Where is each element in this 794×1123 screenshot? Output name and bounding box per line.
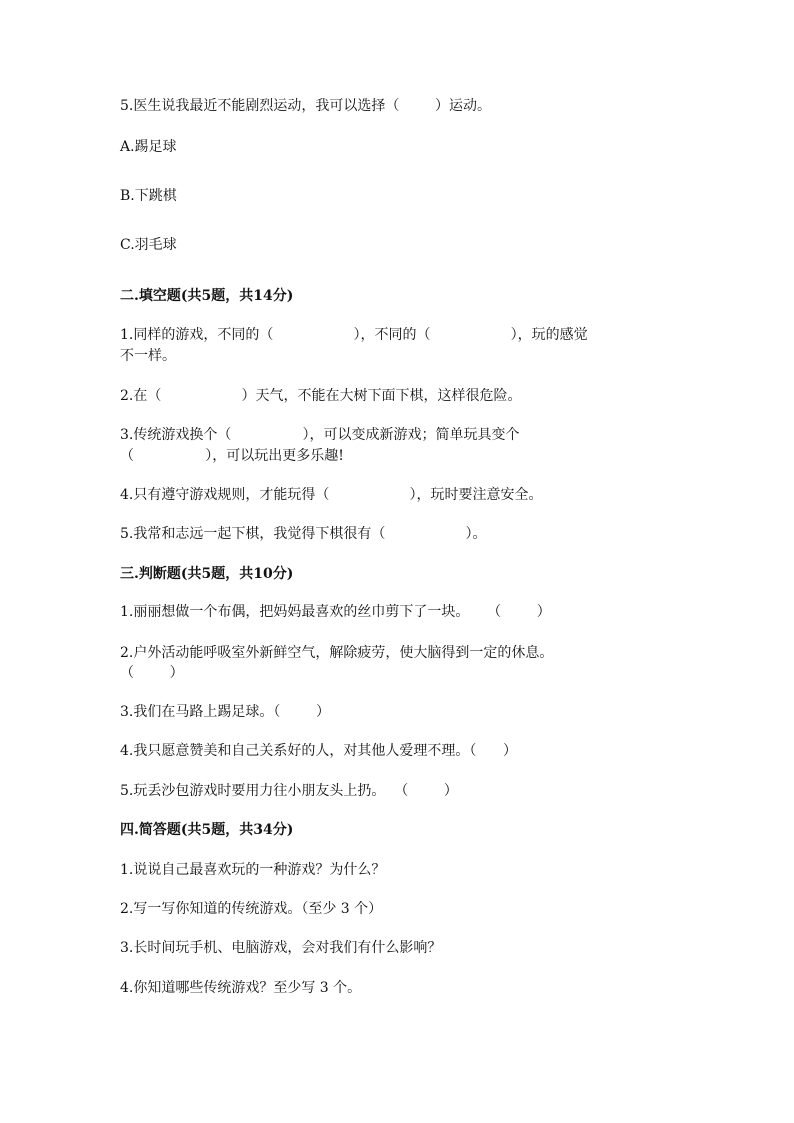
fill-line: （ ），可以玩出更多乐趣!	[120, 448, 344, 464]
judge-line: 2.户外活动能呼吸室外新鲜空气，解除疲劳，使大脑得到一定的休息。	[120, 645, 554, 661]
section-header-fill: 二.填空题(共5题，共14分)	[120, 288, 294, 304]
fill-line: 5.我常和志远一起下棋，我觉得下棋很有（ ）。	[120, 526, 487, 542]
fill-line: 不一样。	[120, 348, 176, 364]
fill-line: 3.传统游戏换个（ ），可以变成新游戏；简单玩具变个	[120, 427, 520, 443]
question-5: 5.医生说我最近不能剧烈运动，我可以选择（ ）运动。	[120, 98, 491, 114]
fill-line: 1.同样的游戏，不同的（ ），不同的（ ），玩的感觉	[120, 327, 588, 343]
judge-line: 5.玩丢沙包游戏时要用力往小朋友头上扔。 （ ）	[120, 783, 458, 799]
judge-line: （ ）	[120, 665, 184, 681]
fill-line: 4.只有遵守游戏规则，才能玩得（ ），玩时要注意安全。	[120, 487, 543, 503]
judge-line: 3.我们在马路上踢足球。（ ）	[120, 704, 330, 720]
judge-line: 1.丽丽想做一个布偶，把妈妈最喜欢的丝巾剪下了一块。 （ ）	[120, 604, 551, 620]
option-a: A.踢足球	[120, 139, 177, 155]
short-line: 1.说说自己最喜欢玩的一种游戏？为什么？	[120, 862, 386, 878]
short-line: 3.长时间玩手机、电脑游戏，会对我们有什么影响？	[120, 940, 442, 956]
option-c: C.羽毛球	[120, 237, 177, 253]
section-header-short: 四.简答题(共5题，共34分)	[120, 822, 294, 838]
fill-line: 2.在（ ）天气，不能在大树下面下棋，这样很危险。	[120, 388, 522, 404]
short-line: 4.你知道哪些传统游戏？至少写 3 个。	[120, 980, 362, 996]
option-b: B.下跳棋	[120, 188, 177, 204]
judge-line: 4.我只愿意赞美和自己关系好的人，对其他人爱理不理。（ ）	[120, 743, 518, 759]
section-header-judge: 三.判断题(共5题，共10分)	[120, 566, 294, 582]
short-line: 2.写一写你知道的传统游戏。（至少 3 个）	[120, 901, 383, 917]
